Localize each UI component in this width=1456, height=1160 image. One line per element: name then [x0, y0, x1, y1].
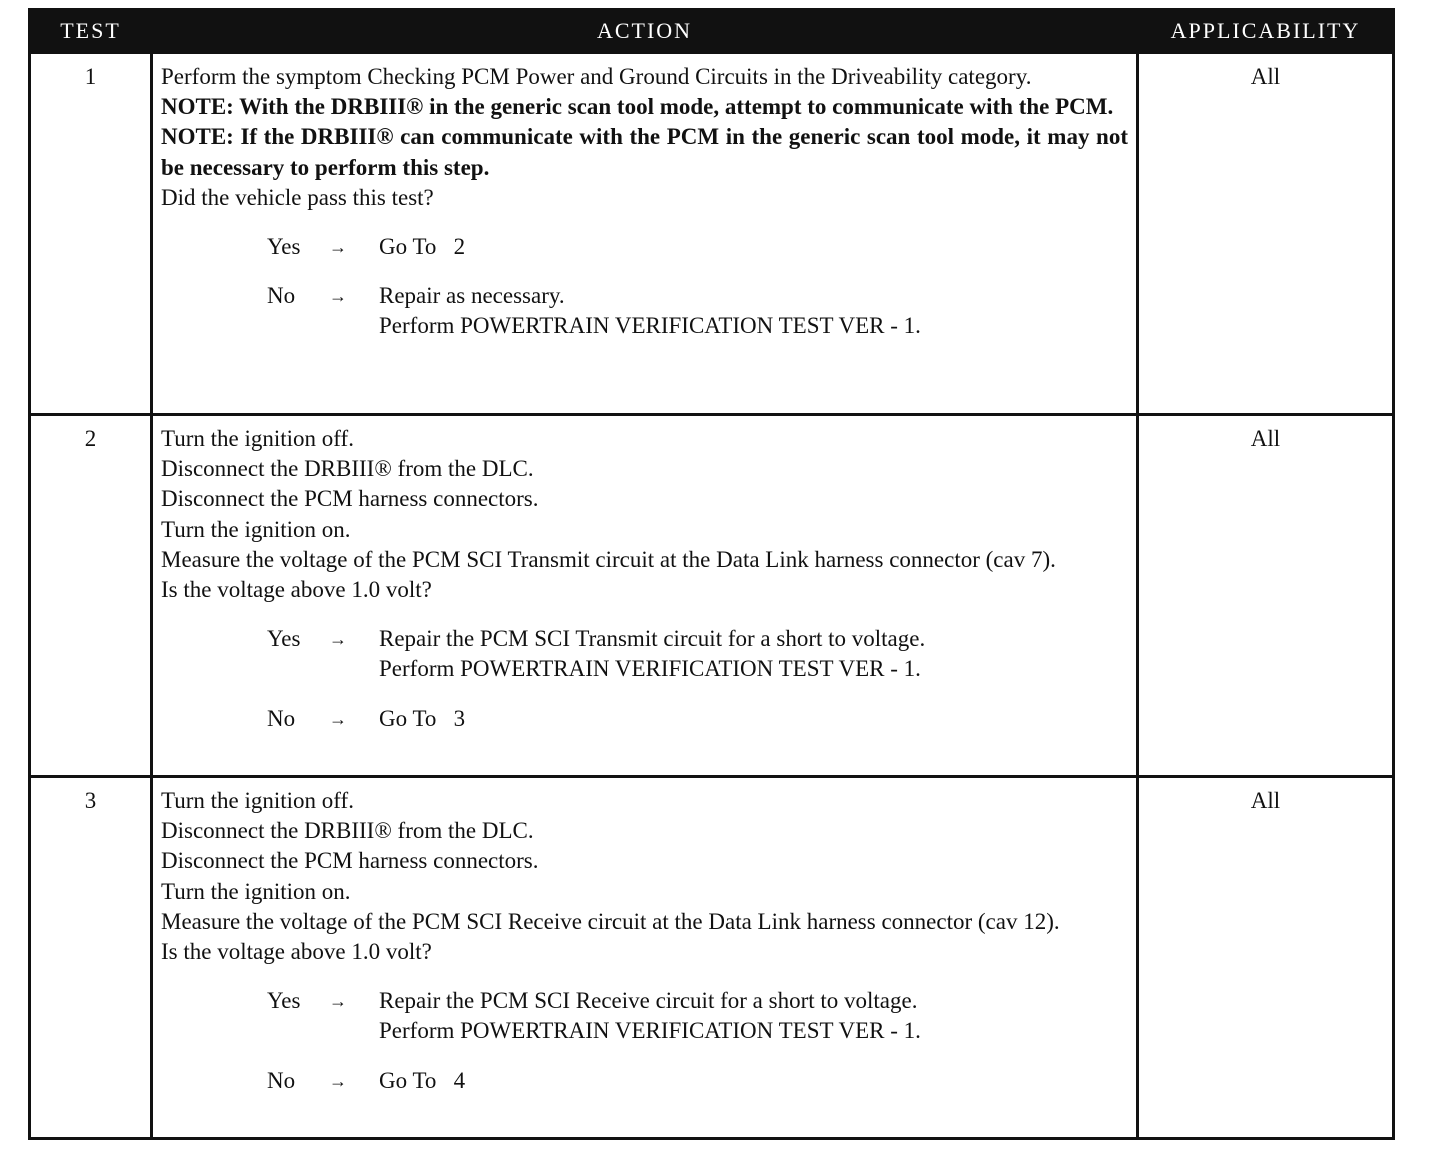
yes-response	[267, 986, 1128, 1046]
no-result-line: Repair as necessary.	[379, 283, 565, 309]
action-question: Is the voltage above 1.0 volt?	[161, 939, 432, 965]
yes-response	[267, 232, 1128, 262]
action-line: Turn the ignition off.	[161, 788, 354, 813]
table-row	[30, 777, 1394, 1139]
no-result: Go To 3	[379, 705, 466, 731]
arrow-icon: →	[329, 629, 347, 650]
test-number: 2	[30, 415, 152, 777]
yes-result: Go To 2	[379, 234, 466, 260]
no-label: No	[267, 283, 296, 309]
header-test: TEST	[30, 10, 152, 53]
action-note: NOTE: With the DRBIII® in the generic scan tool mode, attempt to communicate with the PCM.	[161, 94, 1114, 120]
test-number: 1	[30, 53, 152, 415]
action-cell	[152, 777, 1138, 1139]
action-line: Measure the voltage of the PCM SCI Transmit circuit at the Data Link harness connector (cav 7).	[161, 546, 1056, 572]
no-result: Go To 4	[379, 1067, 466, 1093]
arrow-icon: →	[329, 237, 347, 258]
arrow-icon: →	[329, 991, 347, 1012]
yes-response	[267, 624, 1128, 684]
arrow-icon: →	[329, 286, 347, 307]
action-line: Turn the ignition on.	[161, 516, 351, 542]
yes-label: Yes	[267, 234, 301, 260]
header-action: ACTION	[152, 10, 1138, 53]
action-line: Disconnect the DRBIII® from the DLC.	[161, 456, 534, 482]
test-number: 3	[30, 777, 152, 1139]
applicability-value: All	[1138, 415, 1394, 777]
yes-label: Yes	[267, 988, 301, 1014]
yes-result	[379, 986, 1128, 1046]
action-line: Turn the ignition off.	[161, 426, 354, 451]
test-table	[28, 8, 1395, 1140]
yes-result-line: Perform POWERTRAIN VERIFICATION TEST VER - 1.	[379, 656, 921, 682]
diagnostic-test-table	[28, 8, 1392, 1140]
yes-result	[379, 624, 1128, 684]
yes-result-line: Repair the PCM SCI Receive circuit for a short to voltage.	[379, 988, 918, 1014]
action-line: Disconnect the PCM harness connectors.	[161, 848, 539, 874]
yes-label: Yes	[267, 626, 301, 652]
yes-result-line: Repair the PCM SCI Transmit circuit for a short to voltage.	[379, 626, 926, 652]
action-line: Measure the voltage of the PCM SCI Receive circuit at the Data Link harness connector (cav 12).	[161, 908, 1060, 934]
header-applicability: APPLICABILITY	[1138, 10, 1394, 53]
no-label: No	[267, 705, 296, 731]
applicability-value: All	[1138, 777, 1394, 1139]
no-result	[379, 281, 1128, 341]
table-row	[30, 53, 1394, 415]
arrow-icon: →	[329, 708, 347, 729]
no-result-line: Perform POWERTRAIN VERIFICATION TEST VER - 1.	[379, 313, 921, 339]
action-cell	[152, 415, 1138, 777]
yes-result-line: Perform POWERTRAIN VERIFICATION TEST VER - 1.	[379, 1018, 921, 1044]
no-response	[267, 281, 1128, 341]
no-label: No	[267, 1067, 296, 1093]
action-line: Disconnect the DRBIII® from the DLC.	[161, 818, 534, 844]
no-response	[267, 704, 1128, 734]
no-response	[267, 1066, 1128, 1096]
table-row	[30, 415, 1394, 777]
action-note: NOTE: If the DRBIII® can communicate with the PCM in the generic scan tool mode, it may not be necessary to perform this step.	[161, 124, 1128, 180]
action-line: Disconnect the PCM harness connectors.	[161, 486, 539, 512]
arrow-icon: →	[329, 1070, 347, 1091]
action-line: Perform the symptom Checking PCM Power and Ground Circuits in the Driveability category.	[161, 64, 1032, 89]
header-row	[30, 10, 1394, 53]
action-line: Turn the ignition on.	[161, 878, 351, 904]
applicability-value: All	[1138, 53, 1394, 415]
action-cell	[152, 53, 1138, 415]
action-question: Did the vehicle pass this test?	[161, 184, 434, 210]
action-question: Is the voltage above 1.0 volt?	[161, 577, 432, 603]
